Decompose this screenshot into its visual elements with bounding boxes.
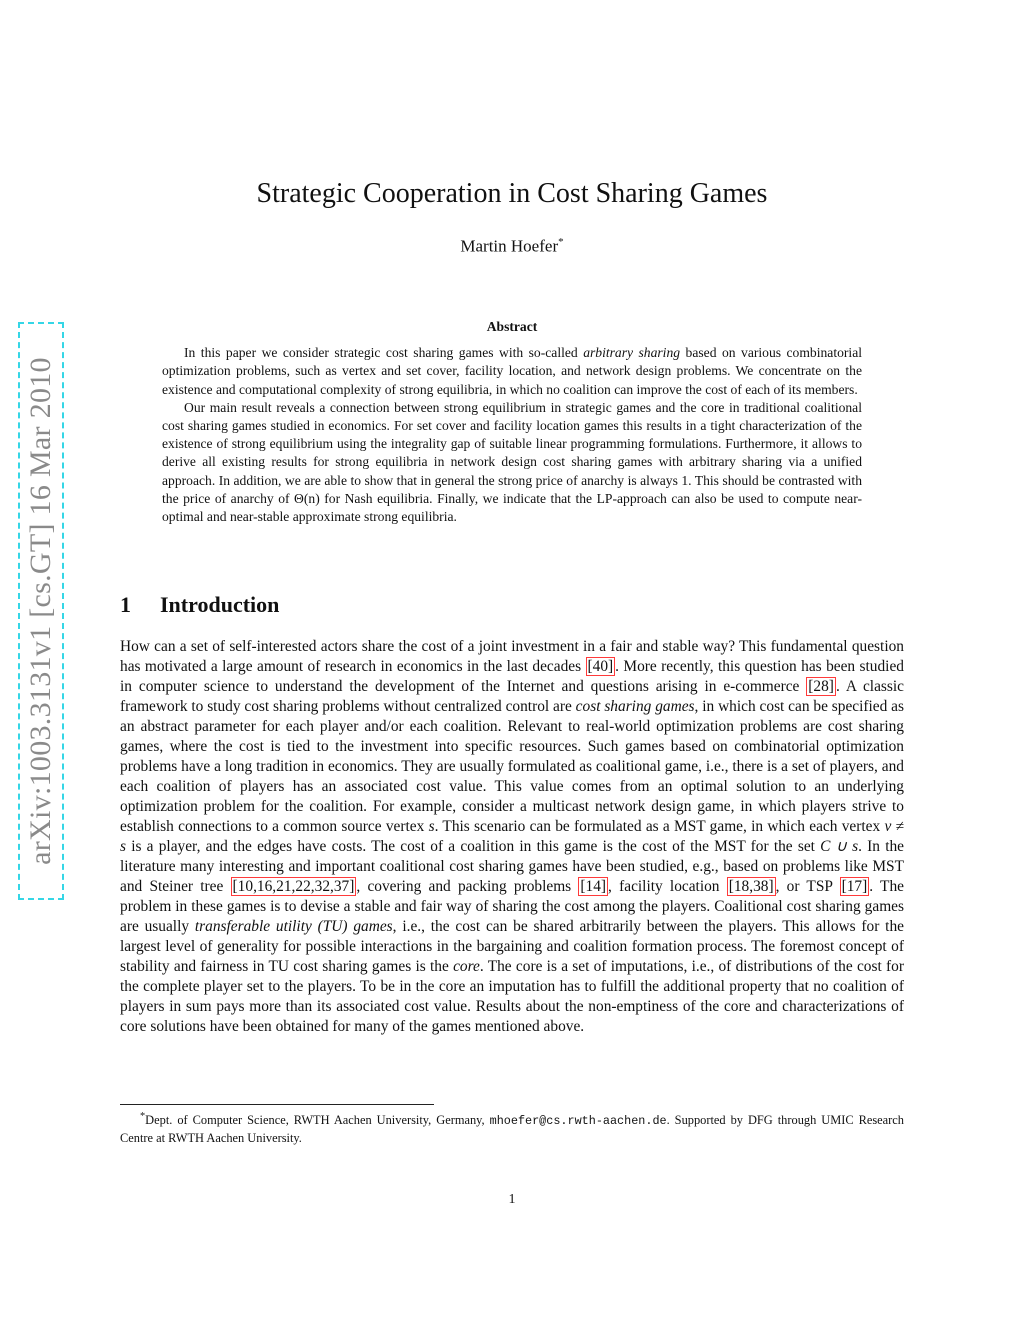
- citation-link[interactable]: [14]: [580, 878, 607, 895]
- footnote-email-link[interactable]: mhoefer@cs.rwth-aachen.de: [489, 1114, 667, 1129]
- abstract-paragraph-2: Our main result reveals a connection between strong equilibrium in strategic games and the core in traditional coalitional cost sharing games studied in economics. For set cover and facility location games this results in a tight characterization of the existence of strong equilibrium using the integrality gap of suitable linear programming formulations. Furthermore, it allows to derive all existing results for strong equilibria in network design cost sharing games with arbitrary sharing via a unified approach. In addition, we are able to show that in general the strong price of anarchy is always 1. This should be contrasted with the price of anarchy of Θ(n) for Nash equilibria. Finally, we indicate that the LP-approach can also be used to compute near-optimal and near-stable approximate strong equilibria.: [162, 399, 862, 525]
- emphasis: cost sharing games: [575, 698, 695, 715]
- author-name: Martin Hoefer: [460, 236, 559, 256]
- text-run: , facility location: [608, 878, 727, 895]
- citation-link[interactable]: [17]: [841, 878, 868, 895]
- math-symbol: s: [428, 818, 435, 835]
- math-expression: C ∪ s: [820, 838, 859, 855]
- section-heading: [120, 592, 279, 618]
- page-number: 1: [508, 1192, 516, 1207]
- text-run: How can a set of self-interested actors share the cost of a joint investment in a fair and stable way? This fundamental question has motivated a large amount of research in economics in the last decades: [120, 638, 904, 675]
- text-run: . More recently, this question has been studied in computer science to understand the development of the Internet and questions arising in e-commerce: [120, 658, 904, 695]
- citation-link[interactable]: [28]: [808, 678, 834, 695]
- text-run: , or TSP: [775, 878, 840, 895]
- arxiv-id: arXiv:1003.3131v1 [cs.GT] 16 Mar 2010: [24, 357, 57, 865]
- section-number: 1: [120, 592, 131, 617]
- arxiv-stamp: [18, 322, 64, 900]
- paper-title: Strategic Cooperation in Cost Sharing Games: [256, 178, 768, 209]
- footnote-text-cont: . Supported by DFG through UMIC Research Centre at RWTH Aachen University.: [120, 1113, 904, 1146]
- citation-link[interactable]: [18,38]: [728, 878, 774, 895]
- text-run: , i.e., the cost can be shared arbitrarily between the players. This allows for the largest level of generality for possible interactions in the bargaining and coalition formation process. The foremost concept of stability and fairness in TU cost sharing games is the: [120, 918, 904, 975]
- abstract-p1-text: In this paper we consider strategic cost sharing games with so-called: [184, 345, 584, 361]
- text-run: . A classic framework to study cost sharing problems without centralized control are: [120, 678, 905, 715]
- text-run: . In the literature many interesting and important coalitional cost sharing games have been studied, e.g., based on problems like MST and Steiner tree: [120, 838, 905, 895]
- text-run: . The core is a set of imputations, i.e., of distributions of the cost for the complete player set to the players. To be in the core an imputation has to fulfill the additional property that no coalition of players in sum pays more than its associated cost value. Results about the non-emptiness of the core and characterizations of core solutions have been obtained for many of the games mentioned above.: [120, 958, 904, 1035]
- abstract-emphasis: arbitrary sharing: [583, 345, 681, 361]
- math-expression: v ≠ s: [120, 818, 904, 855]
- footnote-mark: *: [140, 1111, 146, 1122]
- citation-link[interactable]: [10,16,21,22,32,37]: [232, 878, 355, 895]
- emphasis: transferable utility (TU) games: [194, 918, 393, 935]
- abstract-paragraph-1: [162, 344, 862, 399]
- abstract-heading: Abstract: [486, 319, 538, 334]
- text-run: , in which cost can be specified as an abstract parameter for each player and/or each coalition. Relevant to real-world optimization problems are cost sharing games, where the cost is tied to the investment into specific resources. Such games based on combinatorial optimization problems have a long tradition in economics. They are usually formulated as coalitional game, i.e., there is a set of players, and each coalition of players has an associated cost value. This value comes from an optimal solution to an underlying optimization problem for the coalition. For example, consider a multicast network design game, in which players strive to establish connections to a common source vertex: [120, 698, 904, 835]
- abstract-p1-text-cont: based on various combinatorial optimization problems, such as vertex and set cover, facility location, and network design problems. We concentrate on the existence and computational complexity of strong equilibria, in which no coalition can improve the cost of each of its members.: [162, 345, 863, 397]
- footnote-text: Dept. of Computer Science, RWTH Aachen University, Germany,: [145, 1113, 490, 1128]
- section-title: Introduction: [160, 592, 280, 617]
- text-run: , covering and packing problems: [356, 878, 579, 895]
- author-footnote-mark[interactable]: *: [558, 236, 564, 248]
- footnote: [120, 1108, 904, 1147]
- text-run: is a player, and the edges have costs. The cost of a coalition in this game is the cost of the MST for the set: [126, 838, 821, 855]
- text-run: . This scenario can be formulated as a MST game, in which each vertex: [434, 818, 885, 835]
- emphasis: core: [453, 958, 480, 975]
- citation-link[interactable]: [40]: [587, 658, 614, 675]
- footnote-rule: [120, 1104, 434, 1105]
- author-line: [0, 236, 1024, 257]
- abstract: [162, 318, 862, 526]
- text-run: . The problem in these games is to devise a stable and fair way of sharing the cost among the players. Coalitional cost sharing games are usually: [120, 878, 904, 935]
- intro-paragraph: [120, 637, 904, 1037]
